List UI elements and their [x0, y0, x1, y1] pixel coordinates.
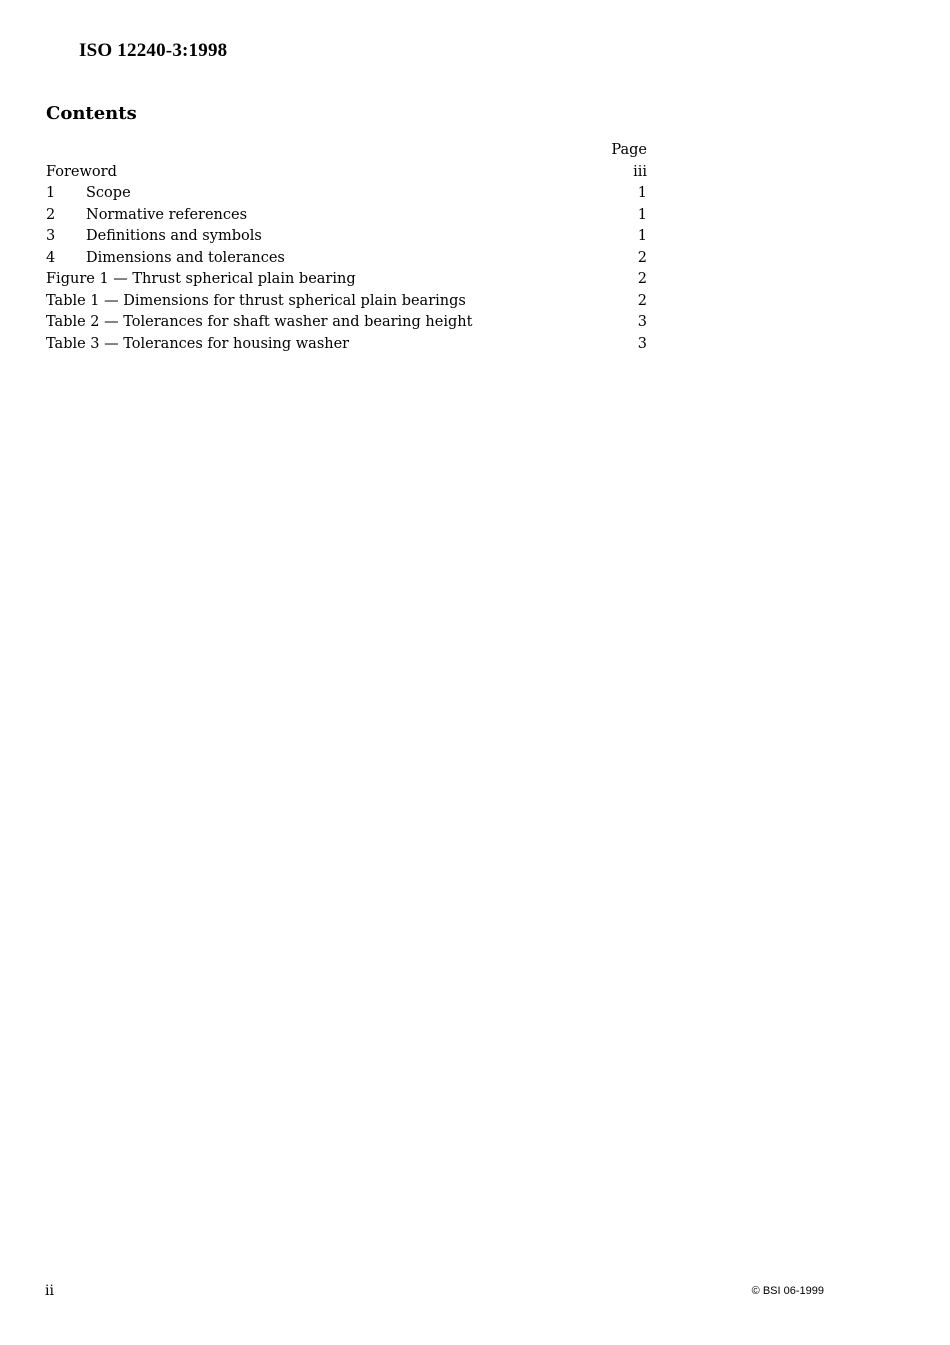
toc-entry-page: 2: [637, 292, 647, 309]
toc-entry-page: 1: [637, 206, 647, 223]
toc-entry-page: 2: [637, 271, 647, 287]
toc-entry-page: 1: [637, 185, 647, 201]
toc-entry-dimensions[interactable]: [46, 248, 647, 270]
toc-entry-text: Definitions and symbols: [86, 228, 262, 244]
toc-entry-normative-references[interactable]: [46, 205, 647, 227]
page-column-label: Page: [611, 142, 647, 158]
contents-title: Contents: [46, 103, 137, 124]
toc-entry-scope[interactable]: [46, 183, 647, 205]
footer-page-number: ii: [45, 1283, 54, 1299]
toc-entry-number: 1: [46, 185, 56, 201]
toc-entry-text: Foreword: [46, 163, 117, 180]
toc-entry-text: Dimensions and tolerances: [86, 249, 285, 266]
toc-entry-page: 2: [637, 249, 647, 266]
toc-entry-page: 3: [637, 314, 647, 330]
toc-entry-text: Table 3 — Tolerances for housing washer: [46, 335, 350, 352]
document-id-header: ISO 12240-3:1998: [79, 40, 228, 61]
toc-entry-foreword[interactable]: [46, 162, 647, 184]
toc-entry-definitions[interactable]: [46, 226, 647, 248]
toc-entry-table-3[interactable]: [46, 334, 647, 356]
toc-entry-page: 1: [637, 228, 647, 244]
toc-entry-number: 3: [46, 228, 56, 244]
toc-entry-table-1[interactable]: [46, 291, 647, 313]
toc-entry-table-2[interactable]: [46, 312, 647, 334]
toc-entry-text: Normative references: [86, 206, 248, 223]
footer-copyright: © BSI 06-1999: [751, 1285, 824, 1297]
toc-entry-text: Table 1 — Dimensions for thrust spherical plain bearings: [46, 292, 466, 309]
table-of-contents: [46, 140, 647, 355]
toc-entry-page: 3: [637, 335, 647, 352]
toc-entry-number: 2: [46, 206, 56, 223]
toc-entry-number: 4: [46, 249, 56, 266]
toc-entry-figure-1[interactable]: [46, 269, 647, 291]
toc-entry-text: Scope: [86, 185, 131, 201]
toc-entry-page: iii: [633, 163, 647, 180]
toc-entry-text: Table 2 — Tolerances for shaft washer and bearing height: [46, 314, 473, 330]
toc-entry-text: Figure 1 — Thrust spherical plain bearing: [46, 271, 356, 287]
